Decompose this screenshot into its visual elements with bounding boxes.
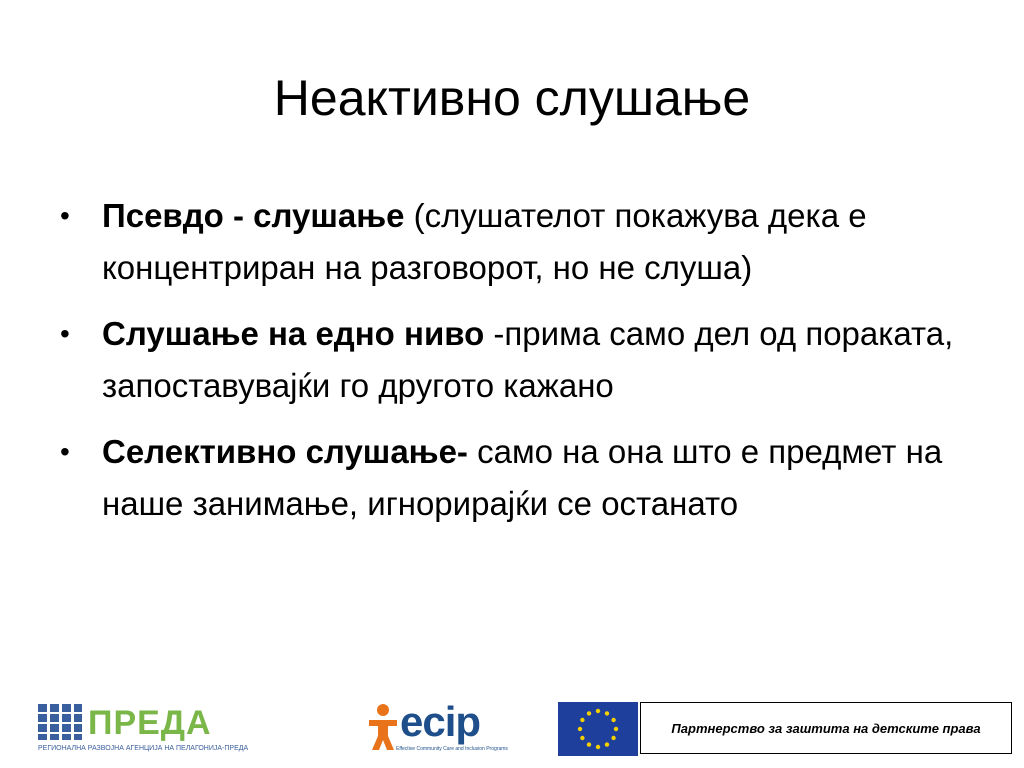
bullet-dot-icon: •	[60, 200, 70, 231]
bullet-list	[60, 190, 980, 544]
preda-logo-text: ПРЕДА	[88, 704, 212, 742]
partnership-text: Партнерство за заштита на детските права	[671, 720, 981, 736]
bullet-dot-icon: •	[60, 318, 70, 349]
bullet-term: Псевдо - слушање	[102, 197, 405, 234]
slide-title: Неактивно слушање	[273, 70, 751, 126]
bullet-item	[60, 426, 980, 530]
bullet-description: само на она што е предмет на наше занимање, игнорирајќи се останато	[102, 433, 943, 522]
bullet-item	[60, 308, 980, 412]
ecip-logo-subtitle: Effective Community Care and Inclusion Programs	[396, 746, 508, 752]
ecip-logo	[366, 698, 508, 758]
bullet-description: (слушателот покажува дека е концентриран на разговорот, но не слуша)	[102, 197, 867, 286]
eu-flag-icon	[558, 702, 638, 756]
preda-grid-icon	[38, 704, 82, 740]
ecip-logo-text: ecip	[400, 698, 481, 745]
ecip-figure-icon	[366, 702, 400, 752]
preda-logo-subtitle: РЕГИОНАЛНА РАЗВОЈНА АГЕНЦИЈА НА ПЕЛАГОНИЈА-ПРЕДА	[38, 745, 249, 752]
bullet-item	[60, 190, 980, 294]
partnership-banner	[640, 702, 1012, 754]
bullet-term: Селективно слушање-	[102, 433, 468, 470]
preda-logo	[38, 702, 249, 758]
bullet-description: -прима само дел од пораката, запоставувајќи го другото кажано	[102, 315, 954, 404]
bullet-dot-icon: •	[60, 436, 70, 467]
bullet-term: Слушање на едно ниво	[102, 315, 485, 352]
footer-logos	[0, 698, 1024, 760]
